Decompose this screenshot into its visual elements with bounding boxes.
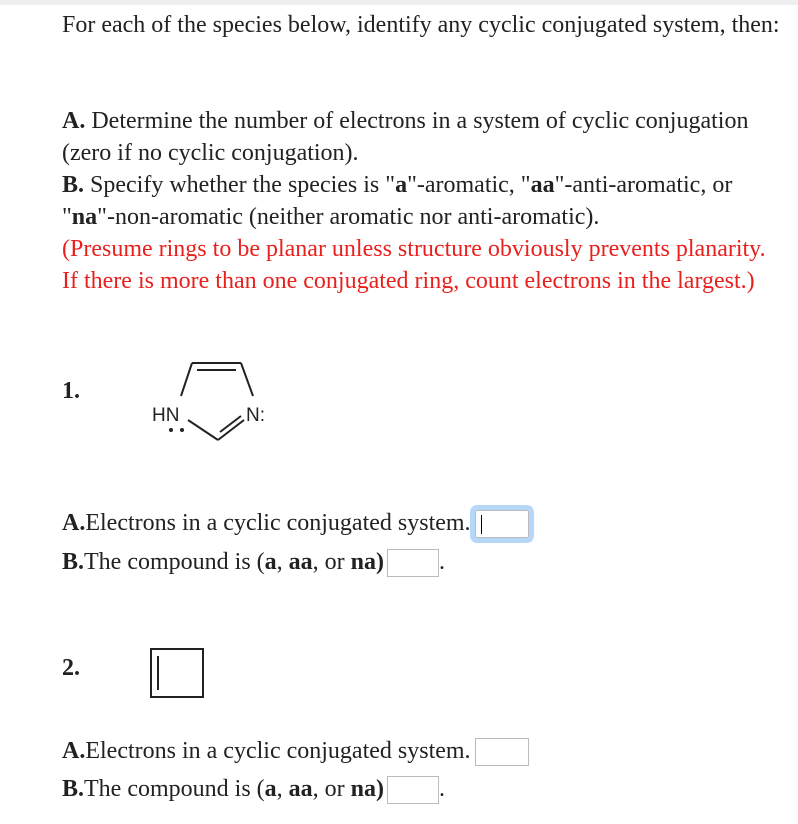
- part-a-instructions: A. Determine the number of electrons in a system of cyclic conjugation (zero if no cyclic conjugation).: [62, 108, 749, 166]
- imidazole-structure: [140, 350, 300, 450]
- cyclobutadiene-structure: [148, 645, 208, 701]
- question-2-part-a: A.Electrons in a cyclic conjugated system.: [62, 735, 529, 767]
- question-number: 2.: [62, 655, 80, 681]
- question-2-part-b: B.The compound is (a, aa, or na) .: [62, 773, 445, 805]
- text-caret: [481, 515, 482, 534]
- question-1-part-b: B.The compound is (a, aa, or na) .: [62, 546, 445, 578]
- top-bar: [0, 0, 798, 5]
- svg-text:HN: HN: [152, 405, 180, 426]
- aromaticity-input[interactable]: [387, 776, 439, 804]
- part-b-instructions: B. Specify whether the species is "a"-aromatic, "aa"-anti-aromatic, or "na"-non-aromatic (neither aromatic nor anti-aromatic).: [62, 172, 733, 230]
- intro-text: For each of the species below, identify any cyclic conjugated system, then:: [62, 12, 780, 38]
- electrons-input[interactable]: [475, 738, 529, 766]
- note-text: (Presume rings to be planar unless structure obviously prevents planarity. If there is more than one conjugated ring, count electrons in the largest.): [62, 236, 766, 294]
- svg-text:N:: N:: [246, 405, 265, 426]
- question-number: 1.: [62, 378, 80, 404]
- aromaticity-input[interactable]: [387, 549, 439, 577]
- electrons-input[interactable]: [475, 510, 529, 538]
- question-1-part-a: A.Electrons in a cyclic conjugated system.: [62, 507, 529, 539]
